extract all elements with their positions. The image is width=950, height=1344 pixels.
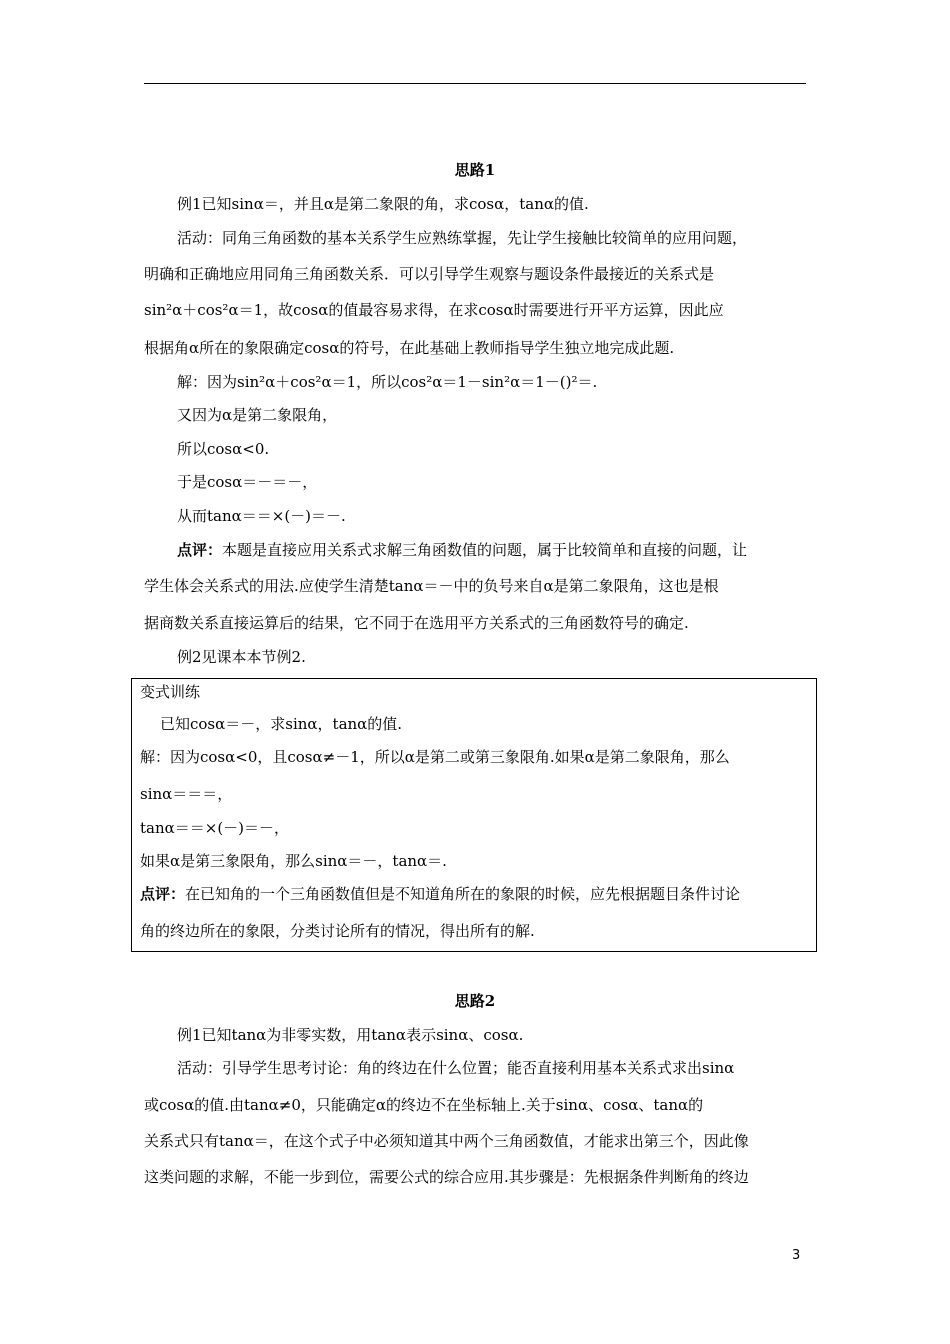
box-line: sinα＝＝＝，	[140, 785, 233, 803]
paragraph-line: 于是cosα＝－＝－，	[177, 473, 318, 491]
section-heading: 思路2	[454, 992, 496, 1010]
box-line: 已知cosα＝－，求sinα，tanα的值.	[160, 715, 403, 733]
paragraph-line: 这类问题的求解，不能一步到位，需要公式的综合应用.其步骤是：先根据条件判断角的终边	[144, 1168, 749, 1186]
paragraph-line: 例1已知tanα为非零实数，用tanα表示sinα、cosα.	[177, 1026, 524, 1044]
box-line: 角的终边所在的象限，分类讨论所有的情况，得出所有的解.	[140, 922, 535, 940]
paragraph-line: 根据角α所在的象限确定cosα的符号，在此基础上教师指导学生独立地完成此题.	[144, 339, 675, 357]
paragraph-line: 从而tanα＝＝×(－)＝－.	[177, 507, 346, 525]
paragraph-line: 据商数关系直接运算后的结果，它不同于在选用平方关系式的三角函数符号的确定.	[144, 614, 689, 632]
box-line: 如果α是第三象限角，那么sinα＝－，tanα＝.	[140, 852, 447, 870]
box-comment-line	[140, 884, 740, 904]
paragraph-line: 所以cosα<0.	[177, 440, 270, 458]
paragraph-line: 又因为α是第二象限角，	[177, 406, 338, 424]
paragraph-line: 学生体会关系式的用法.应使学生清楚tanα＝－中的负号来自α是第二象限角，这也是根	[144, 577, 719, 595]
paragraph-line: 解：因为sin²α＋cos²α＝1，所以cos²α＝1－sin²α＝1－()²＝.	[177, 373, 598, 391]
paragraph-line: 活动：同角三角函数的基本关系学生应熟练掌握，先让学生接触比较简单的应用问题，	[177, 229, 748, 247]
paragraph-line: sin²α＋cos²α＝1，故cosα的值最容易求得，在求cosα时需要进行开平方运算，因此应	[144, 301, 724, 319]
box-title: 变式训练	[140, 683, 201, 701]
section-heading: 思路1	[454, 161, 496, 179]
box-line: 解：因为cosα<0，且cosα≠－1，所以α是第二或第三象限角.如果α是第二象限角，那么	[140, 748, 730, 766]
paragraph-line: 例2见课本本节例2.	[177, 648, 306, 666]
paragraph-line: 明确和正确地应用同角三角函数关系．可以引导学生观察与题设条件最接近的关系式是	[144, 265, 715, 283]
paragraph-line: 例1已知sinα＝，并且α是第二象限的角，求cosα，tanα的值.	[177, 195, 589, 213]
header-rule	[144, 83, 806, 84]
paragraph-line: 关系式只有tanα＝，在这个式子中必须知道其中两个三角函数值，才能求出第三个，因此像	[144, 1132, 749, 1150]
box-line: tanα＝＝×(－)＝－，	[140, 819, 290, 837]
paragraph-line: 或cosα的值.由tanα≠0，只能确定α的终边不在坐标轴上.关于sinα、cosα、tanα的	[144, 1096, 704, 1114]
comment-label: 点评：	[177, 541, 223, 559]
page-number: 3	[792, 1248, 801, 1263]
comment-text: 本题是直接应用关系式求解三角函数值的问题，属于比较简单和直接的问题，让	[222, 541, 748, 559]
comment-label: 点评：	[140, 885, 186, 903]
comment-text: 在已知角的一个三角函数值但是不知道角所在的象限的时候，应先根据题目条件讨论	[185, 885, 741, 903]
paragraph-line: 活动：引导学生思考讨论：角的终边在什么位置；能否直接利用基本关系式求出sinα	[177, 1059, 735, 1077]
comment-line	[177, 540, 747, 560]
